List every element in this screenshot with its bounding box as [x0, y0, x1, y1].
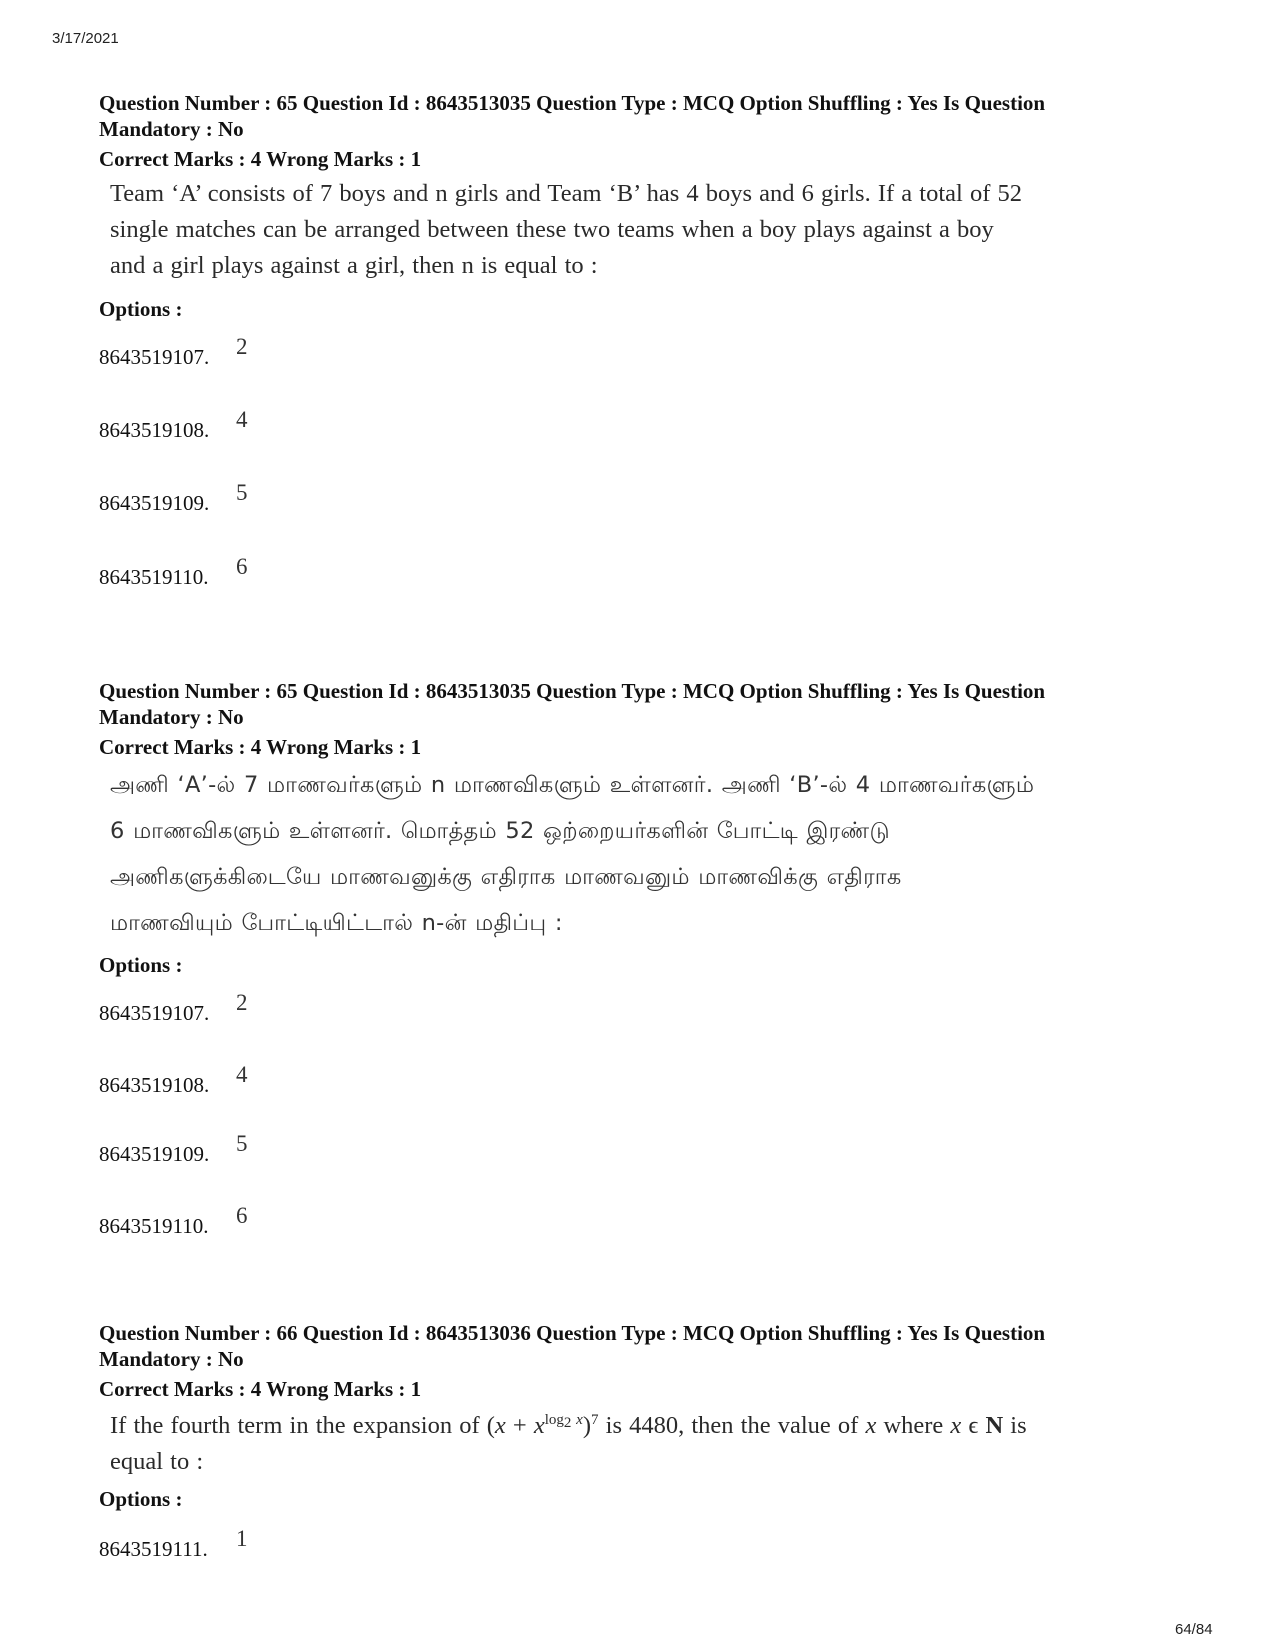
page-number: 64/84 — [1175, 1621, 1213, 1638]
question-text — [110, 762, 1110, 946]
question-header-line: Mandatory : No — [99, 1347, 244, 1371]
question-text-line: and a girl plays against a girl, then n is equal to : — [110, 252, 598, 279]
question-header — [99, 90, 1179, 142]
question-text — [110, 1408, 1110, 1480]
options-label: Options : — [99, 1487, 183, 1511]
option-item — [99, 1131, 1179, 1167]
question-block-1 — [99, 90, 1179, 590]
option-id: 8643519109. — [99, 1142, 210, 1166]
option-value: 4 — [236, 1062, 248, 1087]
option-value: 4 — [236, 407, 248, 432]
option-id: 8643519108. — [99, 1073, 210, 1097]
question-marks: Correct Marks : 4 Wrong Marks : 1 — [99, 735, 422, 759]
option-value: 2 — [236, 990, 248, 1015]
option-value: 1 — [236, 1526, 248, 1551]
option-id: 8643519111. — [99, 1537, 208, 1561]
question-header — [99, 678, 1179, 730]
question-header-line: Question Number : 66 Question Id : 8643513036 Question Type : MCQ Option Shuffling : Yes Is Question — [99, 1321, 1046, 1345]
question-text — [110, 176, 1110, 284]
question-text-line: single matches can be arranged between these two teams when a boy plays against a boy — [110, 216, 994, 243]
question-block-3 — [99, 1320, 1179, 1562]
question-text-line: அணிகளுக்கிடையே மாணவனுக்கு எதிராக மாணவனும் மாணவிக்கு எதிராக — [110, 864, 902, 890]
question-block-2 — [99, 678, 1179, 1239]
option-item — [99, 554, 1179, 590]
question-text-line: அணி ‘A’-ல் 7 மாணவர்களும் n மாணவிகளும் உள்ளனர். அணி ‘B’-ல் 4 மாணவர்களும் — [110, 772, 1035, 798]
question-marks: Correct Marks : 4 Wrong Marks : 1 — [99, 147, 422, 171]
question-header-line: Question Number : 65 Question Id : 8643513035 Question Type : MCQ Option Shuffling : Yes Is Question — [99, 679, 1046, 703]
option-id: 8643519107. — [99, 1001, 210, 1025]
options-label: Options : — [99, 953, 183, 977]
option-item — [99, 334, 1179, 370]
question-header-line: Mandatory : No — [99, 117, 244, 141]
option-id: 8643519107. — [99, 345, 210, 369]
option-item — [99, 1526, 1179, 1562]
print-date: 3/17/2021 — [52, 30, 119, 47]
option-value: 6 — [236, 554, 248, 579]
option-id: 8643519109. — [99, 491, 210, 515]
question-text-line: 6 மாணவிகளும் உள்ளனர். மொத்தம் 52 ஒற்றையர்களின் போட்டி இரண்டு — [110, 818, 890, 844]
option-item — [99, 990, 1179, 1026]
question-text-line: If the fourth term in the expansion of $(x + x^{log_2 x})^7$ is 4480, then the value of x where x ϵ N is — [110, 1412, 1027, 1439]
question-header-line: Mandatory : No — [99, 705, 244, 729]
question-text-line: Team ‘A’ consists of 7 boys and n girls and Team ‘B’ has 4 boys and 6 girls. If a total of 52 — [110, 180, 1022, 207]
option-value: 5 — [236, 480, 248, 505]
option-item — [99, 1062, 1179, 1098]
question-header-line: Question Number : 65 Question Id : 8643513035 Question Type : MCQ Option Shuffling : Yes Is Question — [99, 91, 1046, 115]
option-value: 2 — [236, 334, 248, 359]
question-header — [99, 1320, 1179, 1372]
option-value: 5 — [236, 1131, 248, 1156]
option-item — [99, 1203, 1179, 1239]
option-id: 8643519110. — [99, 1214, 209, 1238]
question-text-line: மாணவியும் போட்டியிட்டால் n-ன் மதிப்பு : — [110, 910, 563, 936]
question-text-line: equal to : — [110, 1448, 204, 1475]
option-id: 8643519110. — [99, 565, 209, 589]
options-label: Options : — [99, 297, 183, 321]
option-value: 6 — [236, 1203, 248, 1228]
option-id: 8643519108. — [99, 418, 210, 442]
option-item — [99, 407, 1179, 443]
option-item — [99, 480, 1179, 516]
question-marks: Correct Marks : 4 Wrong Marks : 1 — [99, 1377, 422, 1401]
